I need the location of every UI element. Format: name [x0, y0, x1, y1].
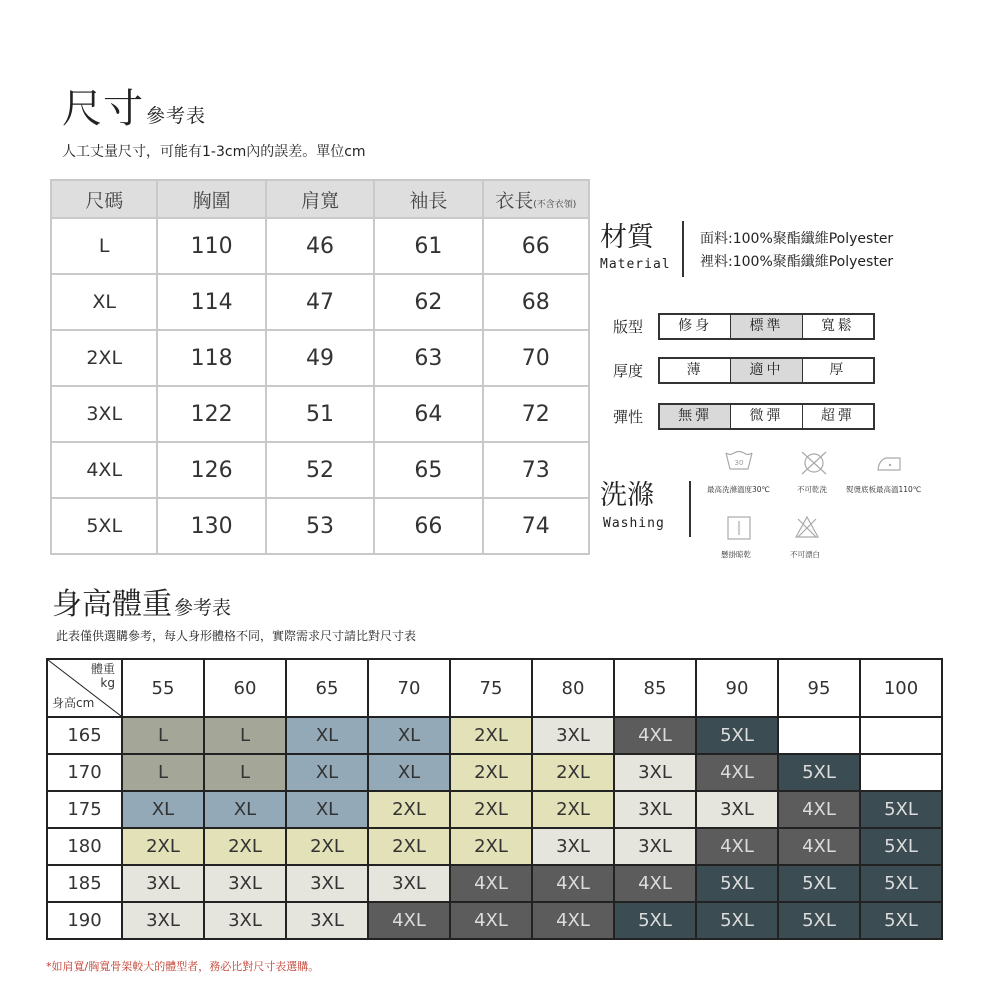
table-row — [51, 274, 589, 330]
size-cell: 4XL — [614, 717, 696, 754]
option-selector — [658, 313, 875, 340]
size-cell: 3XL — [122, 865, 204, 902]
size-cell — [860, 717, 942, 754]
table-cell: 4XL — [51, 442, 157, 498]
size-cell: 2XL — [450, 828, 532, 865]
size-cell: L — [122, 717, 204, 754]
table-cell: 52 — [266, 442, 374, 498]
table-cell: 130 — [157, 498, 265, 554]
option-choice: 無彈 — [660, 405, 731, 428]
wash-30-icon — [724, 450, 754, 472]
page-title — [62, 84, 206, 141]
header-chest: 胸圍 — [157, 180, 265, 218]
size-cell: XL — [368, 717, 450, 754]
table-cell: 72 — [483, 386, 589, 442]
table-cell: 73 — [483, 442, 589, 498]
no-dry-clean-label: 不可乾洗 — [797, 485, 827, 494]
size-cell: 3XL — [614, 754, 696, 791]
no-dry-clean-icon — [800, 450, 828, 476]
table-cell: XL — [51, 274, 157, 330]
option-selector — [658, 403, 875, 430]
size-cell: 3XL — [696, 791, 778, 828]
option-choice: 厚 — [829, 362, 847, 378]
header-length-note: (不含衣領) — [533, 199, 577, 210]
material-title: 材質 — [600, 222, 654, 253]
hw-subtitle: 此表僅供選購參考，每人身形體格不同，實際需求尺寸請比對尺寸表 — [56, 629, 417, 643]
table-row — [51, 330, 589, 386]
table-cell: 66 — [483, 218, 589, 274]
table-cell: 65 — [374, 442, 482, 498]
table-cell: 3XL — [51, 386, 157, 442]
size-cell: 4XL — [368, 902, 450, 939]
material-divider — [682, 221, 684, 277]
wash-temp: 30 — [734, 459, 744, 467]
weight-header: 80 — [532, 659, 614, 717]
size-cell: 2XL — [204, 828, 286, 865]
weight-header: 65 — [286, 659, 368, 717]
size-cell: 5XL — [614, 902, 696, 939]
size-cell: 4XL — [696, 754, 778, 791]
height-header: 170 — [47, 754, 122, 791]
header-sleeve: 袖長 — [374, 180, 482, 218]
wash-30-label: 最高洗滌溫度30℃ — [707, 485, 770, 494]
hw-header-row — [47, 659, 942, 717]
weight-header: 70 — [368, 659, 450, 717]
corner-height-label: 身高cm — [52, 696, 95, 710]
option-choice: 寬鬆 — [820, 318, 855, 334]
table-cell: 5XL — [51, 498, 157, 554]
hw-corner-cell — [47, 659, 122, 717]
size-cell: XL — [286, 717, 368, 754]
title-main: 尺寸 — [62, 86, 144, 132]
option-selector — [658, 357, 875, 384]
hang-dry-icon — [727, 516, 751, 540]
option-choice: 薄 — [660, 359, 731, 382]
size-cell: 5XL — [860, 791, 942, 828]
washing-title: 洗滌 — [600, 480, 654, 511]
height-header: 175 — [47, 791, 122, 828]
table-cell: 66 — [374, 498, 482, 554]
table-cell: 110 — [157, 218, 265, 274]
corner-kg: kg — [100, 676, 115, 690]
option-label: 厚度 — [613, 362, 644, 380]
table-cell: 126 — [157, 442, 265, 498]
size-cell: 5XL — [778, 754, 860, 791]
table-row — [47, 902, 942, 939]
size-cell: XL — [368, 754, 450, 791]
size-table-header — [51, 180, 589, 218]
table-cell: L — [51, 218, 157, 274]
size-cell: L — [204, 754, 286, 791]
size-cell: 3XL — [614, 791, 696, 828]
header-length — [483, 180, 589, 218]
table-cell: 46 — [266, 218, 374, 274]
table-cell: 64 — [374, 386, 482, 442]
size-cell: 4XL — [778, 828, 860, 865]
option-choice: 標準 — [731, 315, 802, 338]
table-cell: 61 — [374, 218, 482, 274]
weight-header: 100 — [860, 659, 942, 717]
size-cell: 3XL — [532, 717, 614, 754]
option-label: 彈性 — [613, 408, 644, 426]
size-cell: 2XL — [532, 791, 614, 828]
height-header: 165 — [47, 717, 122, 754]
iron-110-icon — [874, 452, 904, 474]
weight-header: 55 — [122, 659, 204, 717]
height-header: 190 — [47, 902, 122, 939]
washing-divider — [689, 481, 691, 537]
size-cell: 5XL — [860, 902, 942, 939]
hw-title-sub: 參考表 — [174, 597, 232, 619]
page-subtitle: 人工丈量尺寸，可能有1-3cm內的誤差。單位cm — [62, 144, 366, 160]
table-row — [51, 218, 589, 274]
size-cell: 4XL — [778, 791, 860, 828]
size-cell: 5XL — [696, 865, 778, 902]
size-cell: 3XL — [614, 828, 696, 865]
table-row — [47, 791, 942, 828]
corner-weight: 體重 — [90, 662, 115, 676]
option-choice: 適中 — [731, 359, 802, 382]
no-bleach-label: 不可漂白 — [790, 550, 820, 559]
size-cell: 4XL — [696, 828, 778, 865]
material-lines — [700, 228, 893, 274]
size-cell: 5XL — [696, 902, 778, 939]
table-cell: 63 — [374, 330, 482, 386]
washing-title-en: Washing — [603, 516, 665, 531]
table-cell: 51 — [266, 386, 374, 442]
size-cell: 2XL — [450, 717, 532, 754]
size-cell: 5XL — [696, 717, 778, 754]
weight-header: 60 — [204, 659, 286, 717]
header-length-label: 衣長 — [495, 189, 534, 212]
size-cell: 2XL — [286, 828, 368, 865]
table-row — [51, 442, 589, 498]
size-cell: 2XL — [122, 828, 204, 865]
size-cell: XL — [286, 791, 368, 828]
hang-dry-label: 懸掛晾乾 — [721, 550, 751, 559]
footnote: *如肩寬/胸寬骨架較大的體型者，務必比對尺寸表選購。 — [46, 960, 320, 973]
hw-title-main: 身高體重 — [52, 587, 172, 622]
size-cell: 5XL — [860, 865, 942, 902]
size-cell: 2XL — [450, 791, 532, 828]
weight-header: 90 — [696, 659, 778, 717]
size-cell — [860, 754, 942, 791]
size-cell: 2XL — [450, 754, 532, 791]
size-cell: 3XL — [286, 902, 368, 939]
title-sub: 參考表 — [146, 105, 207, 127]
hw-table — [46, 658, 943, 940]
material-shell: 面料:100%聚酯纖維Polyester — [700, 231, 894, 247]
size-cell: XL — [204, 791, 286, 828]
size-cell: XL — [122, 791, 204, 828]
size-cell: 3XL — [204, 902, 286, 939]
weight-header: 85 — [614, 659, 696, 717]
size-cell: 2XL — [368, 791, 450, 828]
weight-header: 95 — [778, 659, 860, 717]
table-cell: 68 — [483, 274, 589, 330]
size-cell: XL — [286, 754, 368, 791]
header-size: 尺碼 — [51, 180, 157, 218]
size-cell: 2XL — [532, 754, 614, 791]
option-choice: 超彈 — [820, 408, 855, 424]
size-cell: 4XL — [532, 902, 614, 939]
table-row — [47, 828, 942, 865]
size-cell: 5XL — [860, 828, 942, 865]
table-cell: 2XL — [51, 330, 157, 386]
table-cell: 53 — [266, 498, 374, 554]
option-choice: 修身 — [660, 315, 731, 338]
height-header: 180 — [47, 828, 122, 865]
material-title-en: Material — [600, 257, 671, 272]
table-row — [47, 865, 942, 902]
table-cell: 62 — [374, 274, 482, 330]
weight-header: 75 — [450, 659, 532, 717]
size-cell: 2XL — [368, 828, 450, 865]
corner-weight-label — [91, 662, 115, 690]
size-cell: 4XL — [450, 865, 532, 902]
height-header: 185 — [47, 865, 122, 902]
size-cell: 3XL — [532, 828, 614, 865]
table-row — [47, 754, 942, 791]
table-cell: 47 — [266, 274, 374, 330]
table-cell: 74 — [483, 498, 589, 554]
size-cell — [778, 717, 860, 754]
header-shoulder: 肩寬 — [266, 180, 374, 218]
size-cell: 3XL — [368, 865, 450, 902]
hw-title — [52, 586, 231, 627]
table-cell: 114 — [157, 274, 265, 330]
size-cell: 3XL — [204, 865, 286, 902]
table-row — [51, 498, 589, 554]
size-cell: 5XL — [778, 902, 860, 939]
size-cell: 3XL — [122, 902, 204, 939]
iron-110-label: 熨燙底板最高溫110℃ — [846, 485, 922, 494]
option-label: 版型 — [613, 318, 644, 336]
size-cell: L — [122, 754, 204, 791]
table-cell: 118 — [157, 330, 265, 386]
table-cell: 49 — [266, 330, 374, 386]
no-bleach-icon — [794, 515, 820, 539]
material-lining: 裡料:100%聚酯纖維Polyester — [700, 254, 894, 270]
size-table — [50, 179, 590, 555]
table-row — [47, 717, 942, 754]
table-cell: 70 — [483, 330, 589, 386]
size-cell: 4XL — [614, 865, 696, 902]
size-cell: 4XL — [532, 865, 614, 902]
size-cell: L — [204, 717, 286, 754]
size-cell: 4XL — [450, 902, 532, 939]
size-cell: 3XL — [286, 865, 368, 902]
option-choice: 微彈 — [731, 405, 802, 428]
table-row — [51, 386, 589, 442]
table-cell: 122 — [157, 386, 265, 442]
size-cell: 5XL — [778, 865, 860, 902]
